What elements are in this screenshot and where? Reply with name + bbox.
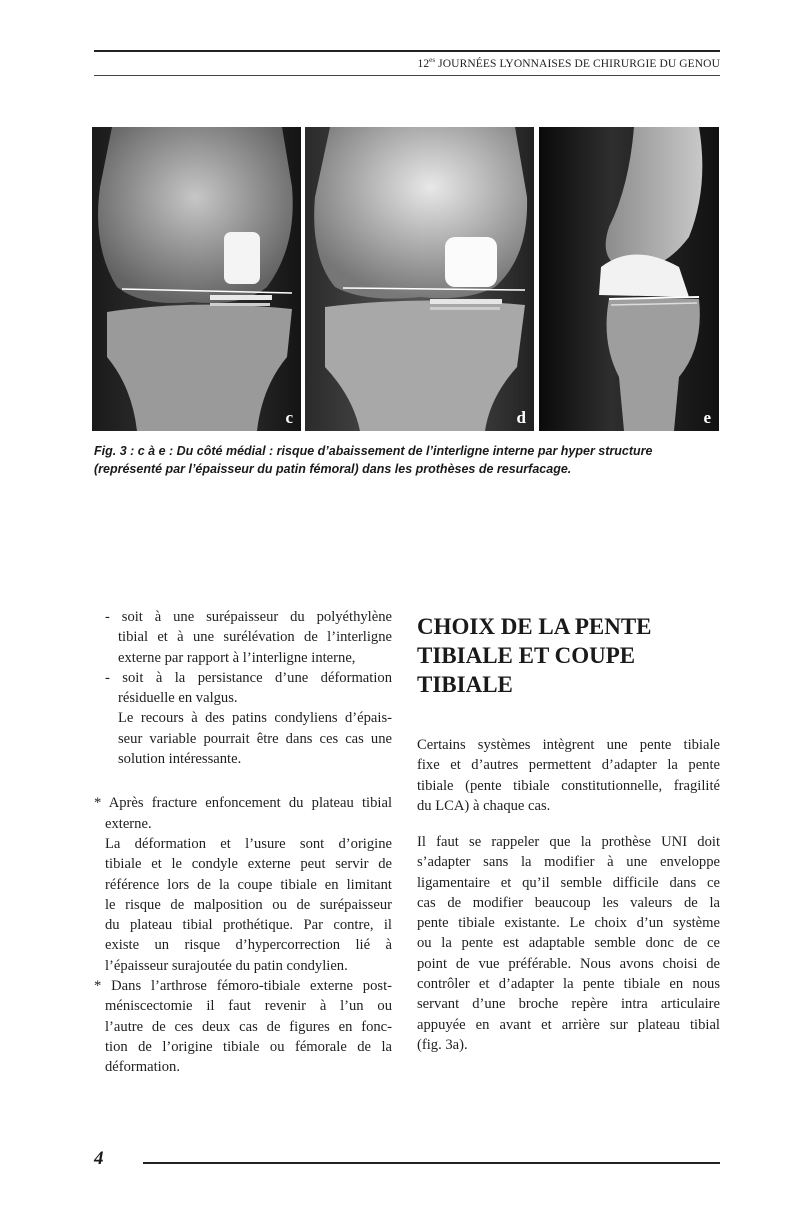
- left-line: tibial et à une surélévation de l’interligne: [118, 629, 392, 646]
- left-line: externe par rapport à l’interligne interne,: [118, 649, 356, 666]
- right-line: appuyée en avant et arrière sur plateau tibial: [417, 1016, 720, 1033]
- right-line: point de vue préférable. Nous avons choisi de: [417, 955, 720, 972]
- left-line: tion de l’origine tibiale ou fémorale de la: [105, 1038, 392, 1055]
- header-ordinal-suffix: es: [429, 56, 436, 65]
- left-line: le risque de malposition ou de surépaisseur: [105, 896, 392, 913]
- left-line: * Après fracture enfoncement du plateau tibial: [94, 795, 392, 812]
- section-heading: [417, 612, 727, 699]
- right-line: s’adapter sans la modifier à une enveloppe: [417, 854, 720, 871]
- left-line: externe.: [105, 815, 152, 832]
- right-paragraph-1: [417, 735, 720, 816]
- right-line: servant d’une broche repère intra articulaire: [417, 996, 720, 1013]
- left-line: solution intéressante.: [118, 751, 242, 768]
- panel-label-e: e: [703, 408, 711, 427]
- panel-label-d: d: [516, 408, 526, 427]
- left-line: * Dans l’arthrose fémoro-tibiale externe post-: [94, 978, 392, 995]
- header-rule: [94, 75, 720, 76]
- left-line: - soit à une surépaisseur du polyéthylène: [105, 609, 392, 625]
- left-line: - soit à la persistance d’une déformation: [105, 669, 392, 686]
- page-number: 4: [94, 1148, 104, 1169]
- right-line: fixe et d’autres permettent d’adapter la pente: [417, 757, 720, 774]
- left-line: du plateau tibial prothétique. Par contre, il: [105, 917, 392, 934]
- left-line: l’épaisseur surajoutée du patin condylien.: [105, 957, 348, 974]
- right-line: tibiale (pente tibiale constitutionnelle, fragilité: [417, 777, 720, 794]
- panel-label-c: c: [285, 408, 293, 427]
- left-line: seur variable pourrait être dans ces cas une: [118, 730, 392, 747]
- xray-panel-d: [305, 127, 534, 431]
- right-paragraph-2: [417, 832, 720, 1055]
- left-line: La déformation et l’usure sont d’origine: [105, 835, 392, 852]
- running-header: [417, 58, 720, 70]
- heading-line: CHOIX DE LA PENTE: [417, 614, 652, 639]
- top-rule: [94, 50, 720, 52]
- heading-line: TIBIALE ET COUPE: [417, 643, 636, 668]
- figure-caption: Fig. 3 : c à e : Du côté médial : risque d’abaissement de l’interligne interne par hyper structure (représenté par l’épaisseur du patin fémoral) dans les prothèses de resurfacage.: [94, 444, 653, 476]
- header-ordinal: 12: [417, 58, 430, 70]
- right-line: contrôler et d’adapter la pente tibiale en nous: [417, 976, 720, 993]
- left-line: tibiale et le condyle externe peut servir de: [105, 856, 392, 873]
- xray-image-e: [539, 127, 719, 431]
- right-line: (fig. 3a).: [417, 1036, 468, 1053]
- footer-rule: [143, 1162, 720, 1164]
- heading-line: TIBIALE: [417, 672, 513, 697]
- right-line: Il faut se rappeler que la prothèse UNI doit: [417, 834, 720, 850]
- xray-panel-c: [92, 127, 301, 431]
- right-line: pente tibiale existante. Le choix d’un système: [417, 915, 720, 932]
- left-line: référence lors de la coupe tibiale en limitant: [105, 876, 392, 893]
- xray-panel-e: [539, 127, 719, 431]
- left-line: méniscectomie il faut revenir à l’un ou: [105, 998, 392, 1015]
- right-line: ligamentaire et qu’il semble difficile dans ce: [417, 874, 720, 891]
- xray-image-c: [92, 127, 301, 431]
- right-line: cas de modifier beaucoup les valeurs de la: [417, 894, 720, 911]
- xray-image-d: [305, 127, 534, 431]
- left-column: [94, 607, 392, 1078]
- left-line: Le recours à des patins condyliens d’épais-: [118, 710, 392, 727]
- left-line: existe un risque d’hypercorrection lié à: [105, 937, 392, 954]
- header-title: JOURNÉES LYONNAISES DE CHIRURGIE DU GENOU: [435, 58, 720, 70]
- right-line: Certains systèmes intègrent une pente tibiale: [417, 737, 720, 753]
- right-line: ou la pente est adaptable semble donc de ce: [417, 935, 720, 952]
- left-line: résiduelle en valgus.: [118, 690, 238, 707]
- left-line: l’autre de ces deux cas de figures en fonc-: [105, 1018, 392, 1035]
- left-line: déformation.: [105, 1059, 180, 1076]
- right-line: du LCA) à chaque cas.: [417, 797, 551, 814]
